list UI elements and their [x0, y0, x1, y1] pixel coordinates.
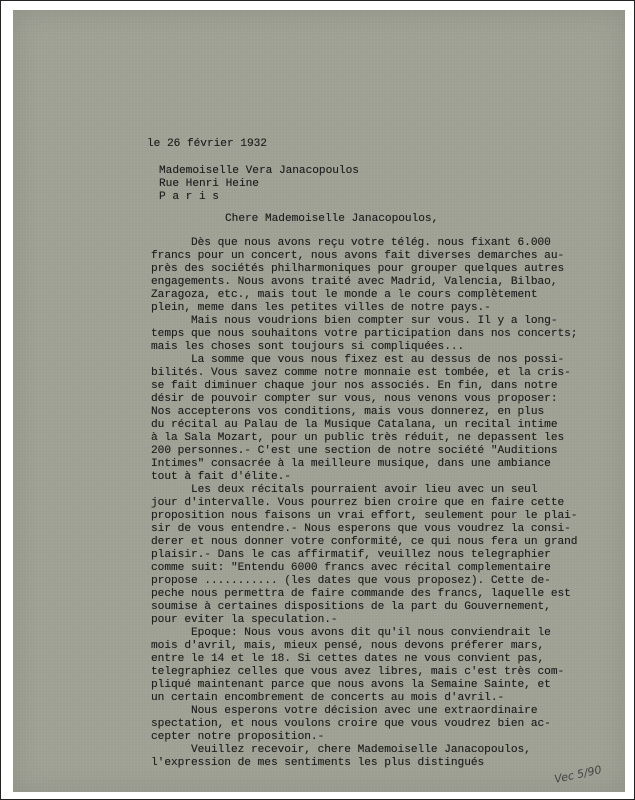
letter-page	[13, 10, 625, 792]
recipient-address: Mademoiselle Vera Janacopoulos Rue Henri Heine P a r i s	[159, 165, 359, 203]
letter-body: Dès que nous avons reçu votre télég. nous fixant 6.000 francs pour un concert, nous avons fait diverses demarches au- près des sociétés philharmoniques pour grouper quelques autres engagements. Nous avons traité avec Madrid, Valencia, Bilbao, Zaragoza, etc., mais tout le monde a le cours complètement plein, meme dans les petites villes de notre pays.- Mais nous voudrions bien compter sur vous. Il y a long- temps que nous souhaitons votre participation dans nos concerts; mais les choses sont toujours si compliquées... La somme que vous nous fixez est au dessus de nos possi- bilités. Vous savez comme notre monnaie est tombée, et la cris- se fait diminuer chaque jour nos associés. En fin, dans notre désir de pouvoir compter sur vous, nous venons vous proposer: Nos accepterons vos conditions, mais vous donnerez, en plus du récital au Palau de la Musique Catalana, un recital intime à la Sala Mozart, pour un public très réduit, ne depassent les 200 personnes.- C'est une section de notre société "Auditions Intimes" consacrée à la meilleure musique, dans une ambiance tout à fait d'élite.- Les deux récitals pourraient avoir lieu avec un seul jour d'intervalle. Vous pourrez bien croire que en faire cette proposition nous faisons un vrai effort, seulement pour le plai- sir de vous entendre.- Nous esperons que vous voudrez la consi- derer et nous donner votre conformité, ce qui nous fera un grand plaisir.- Dans le cas affirmatif, veuillez nous telegraphier comme suit: "Entendu 6000 francs avec récital complementaire propose ........... (les dates que vous proposez). Cette de- peche nous permettra de faire commande des francs, laquelle est soumise à certaines dispositions de la part du Gouvernement, pour eviter la speculation.- Epoque: Nous vous avons dit qu'il nous conviendrait le mois d'avril, mais, mieux pensé, nous devons préferer mars, entre le 14 et le 18. Si cettes dates ne vous convient pas, telegraphiez celles que vous avez libres, mais c'est très com- pliqué maintenant parce que nous avons la Semaine Sainte, et un certain encombrement de concerts au mois d'avril.- Nous esperons votre décision avec une extraordinaire spectation, et nous voulons croire que vous voudrez bien ac- cepter notre proposition.- Veuillez recevoir, chere Mademoiselle Janacopoulos, l'expression de mes sentiments les plus distingués	[151, 237, 578, 769]
salutation: Chere Mademoiselle Janacopoulos,	[225, 213, 439, 225]
letter-date: le 26 février 1932	[147, 138, 267, 150]
archive-mark: Vec 5/90	[553, 763, 603, 786]
